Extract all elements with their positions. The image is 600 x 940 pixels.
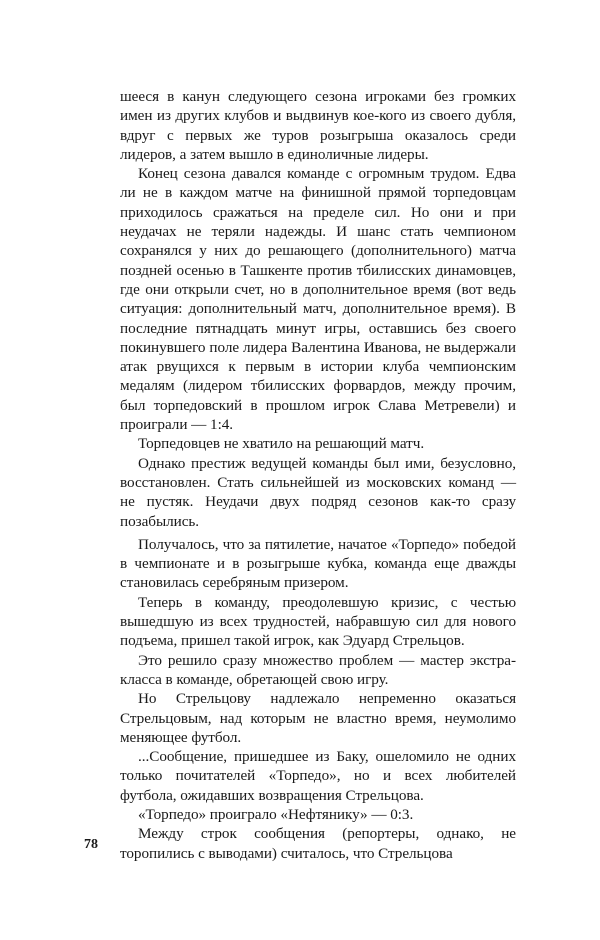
paragraph-1: шееся в канун следующего сезона игроками без громких имен из других клубов и выдвинув кое-кого из своего дубля, вдруг с первых же туров розыгрыша оказалось среди лидеров, а затем вышло в единоличные лидеры. [120, 88, 516, 163]
paragraph-7: Это решило сразу множество проблем — мастер экстра-класса в команде, обретающей свою игру. [120, 651, 516, 688]
paragraph-2: Конец сезона давался команде с огромным трудом. Едва ли не в каждом матче на финишной прямой торпедовцам приходилось сражаться на пределе сил. Но они и при неудачах не теряли надежды. И шанс стать чемпионом сохранялся у них до решающего (дополнительного) матча поздней осенью в Ташкенте против тбилисских динамовцев, где они открыли счет, но в дополнительное время (вот ведь ситуация: дополнительный матч, дополнительное время). В последние пятнадцать минут игры, оставшись без своего покинувшего поле лидера Валентина Иванова, не выдержали атак рвущихся к первым в истории клуба чемпионским медалям (лидером тбилисских форвардов, между прочим, был торпедовский в прошлом игрок Слава Метревели) и проиграли — 1:4. [120, 165, 516, 434]
paragraph-10: «Торпедо» проиграло «Нефтянику» — 0:3. [138, 805, 414, 823]
paragraph-4: Однако престиж ведущей команды был ими, безусловно, восстановлен. Стать сильнейшей из московских команд — не пустяк. Неудачи двух подряд сезонов как-то сразу позабылись. [120, 454, 516, 530]
paragraph-8: Но Стрельцову надлежало непременно оказаться Стрельцовым, над которым не властно время, неумолимо меняющее футбол. [120, 690, 516, 746]
paragraph-9: ...Сообщение, пришедшее из Баку, ошеломило не одних только почитателей «Торпедо», но и всех любителей футбола, ожидавших возвращения Стрельцова. [120, 748, 516, 804]
paragraph-6: Теперь в команду, преодолевшую кризис, с честью вышедшую из всех трудностей, набравшую сил для нового подъема, пришел такой игрок, как Эдуард Стрельцов. [120, 593, 516, 650]
page-number: 78 [84, 837, 98, 852]
paragraph-11: Между строк сообщения (репортеры, однако, не торопились с выводами) считалось, что Стрельцова [120, 825, 516, 862]
paragraph-5: Получалось, что за пятилетие, начатое «Торпедо» победой в чемпионате и в розыгрыше кубка, команда еще дважды становилась серебряным призером. [120, 535, 516, 592]
page-body [120, 87, 516, 863]
paragraph-3: Торпедовцев не хватило на решающий матч. [138, 435, 425, 453]
